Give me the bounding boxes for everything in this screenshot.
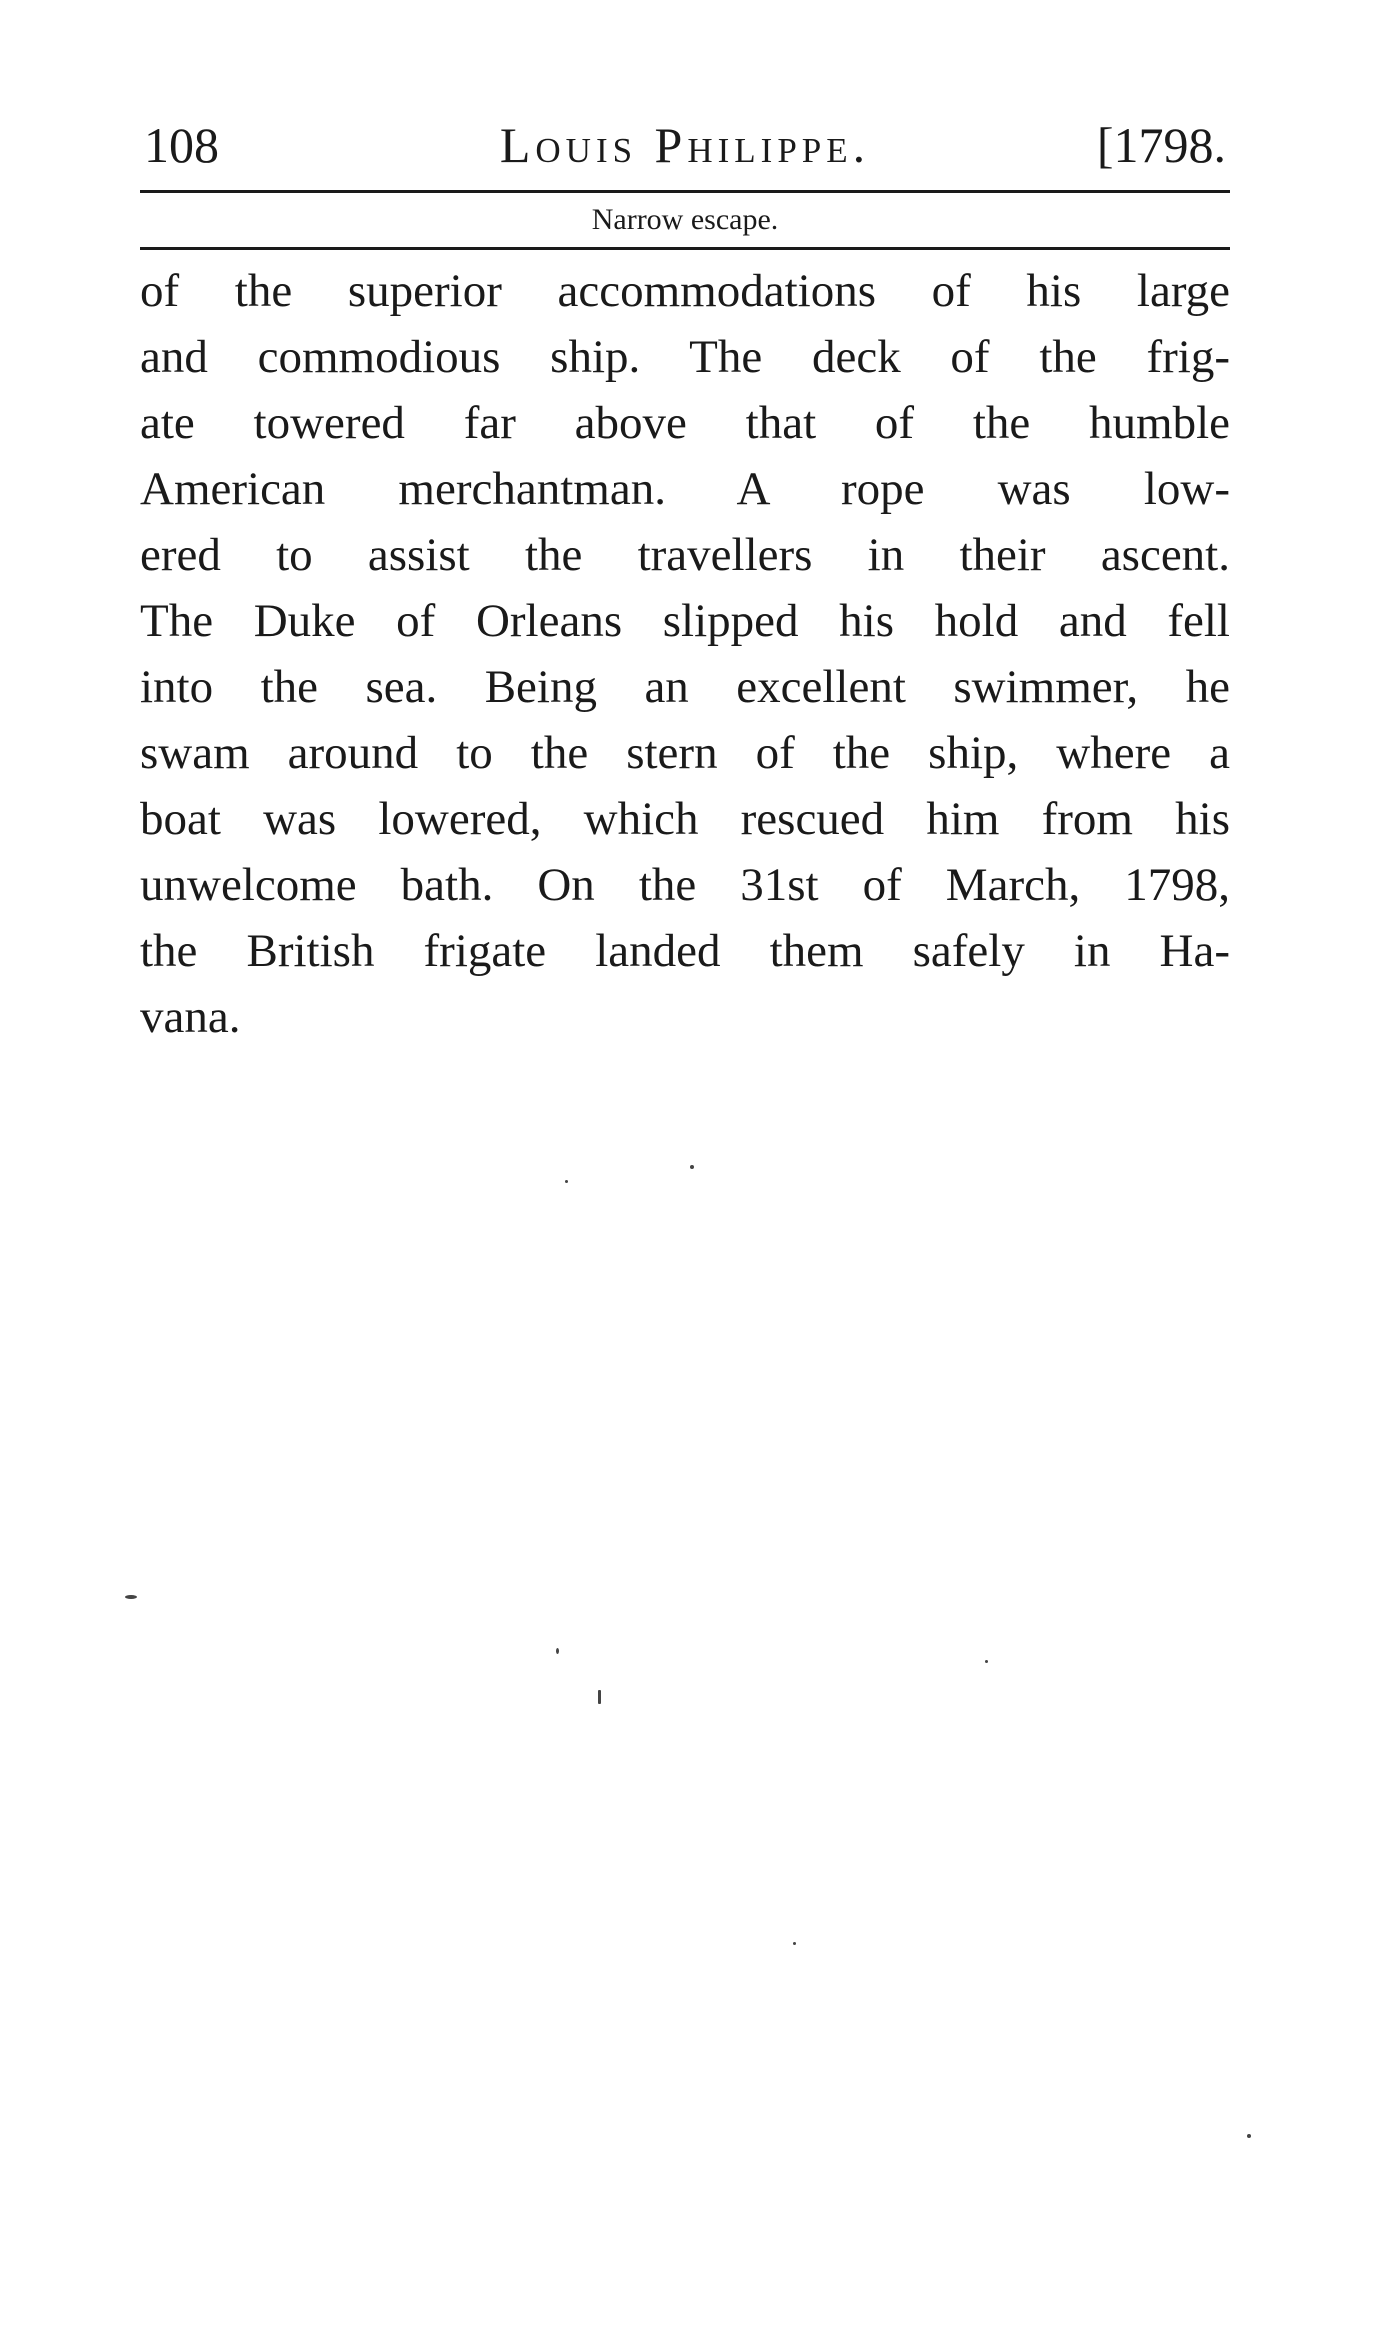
text-line: unwelcome bath. On the 31st of March, 1798,: [140, 859, 1230, 911]
running-head: [140, 110, 1230, 180]
book-page: [140, 110, 1230, 1050]
paper-speck: [793, 1942, 796, 1945]
header-rule-bottom: [140, 247, 1230, 250]
text-line: into the sea. Being an excellent swimmer, he: [140, 661, 1230, 713]
paper-speck: [556, 1648, 559, 1654]
running-title: Louis Philippe.: [499, 117, 871, 173]
paper-speck: [1247, 2134, 1251, 2138]
body-paragraph: [140, 258, 1230, 1050]
text-line: boat was lowered, which rescued him from his: [140, 793, 1230, 845]
section-subheading: Narrow escape.: [591, 203, 779, 236]
text-line: the British frigate landed them safely in Ha-: [140, 925, 1230, 977]
text-line: The Duke of Orleans slipped his hold and fell: [140, 595, 1230, 647]
paper-speck: [565, 1180, 568, 1183]
running-year: [1798.: [1096, 117, 1226, 173]
text-line: ate towered far above that of the humble: [140, 397, 1230, 449]
paper-speck: [598, 1690, 601, 1704]
paper-speck: [690, 1165, 694, 1169]
paper-speck: [985, 1660, 988, 1663]
page-number: 108: [144, 117, 219, 173]
text-line: ered to assist the travellers in their ascent.: [140, 529, 1230, 581]
paper-speck: [125, 1595, 137, 1599]
text-line: of the superior accommodations of his large: [140, 265, 1230, 317]
text-line-last: vana.: [140, 991, 241, 1043]
text-line: American merchantman. A rope was low-: [140, 463, 1230, 515]
text-line: and commodious ship. The deck of the frig-: [140, 331, 1230, 383]
text-line: swam around to the stern of the ship, where a: [140, 727, 1230, 779]
